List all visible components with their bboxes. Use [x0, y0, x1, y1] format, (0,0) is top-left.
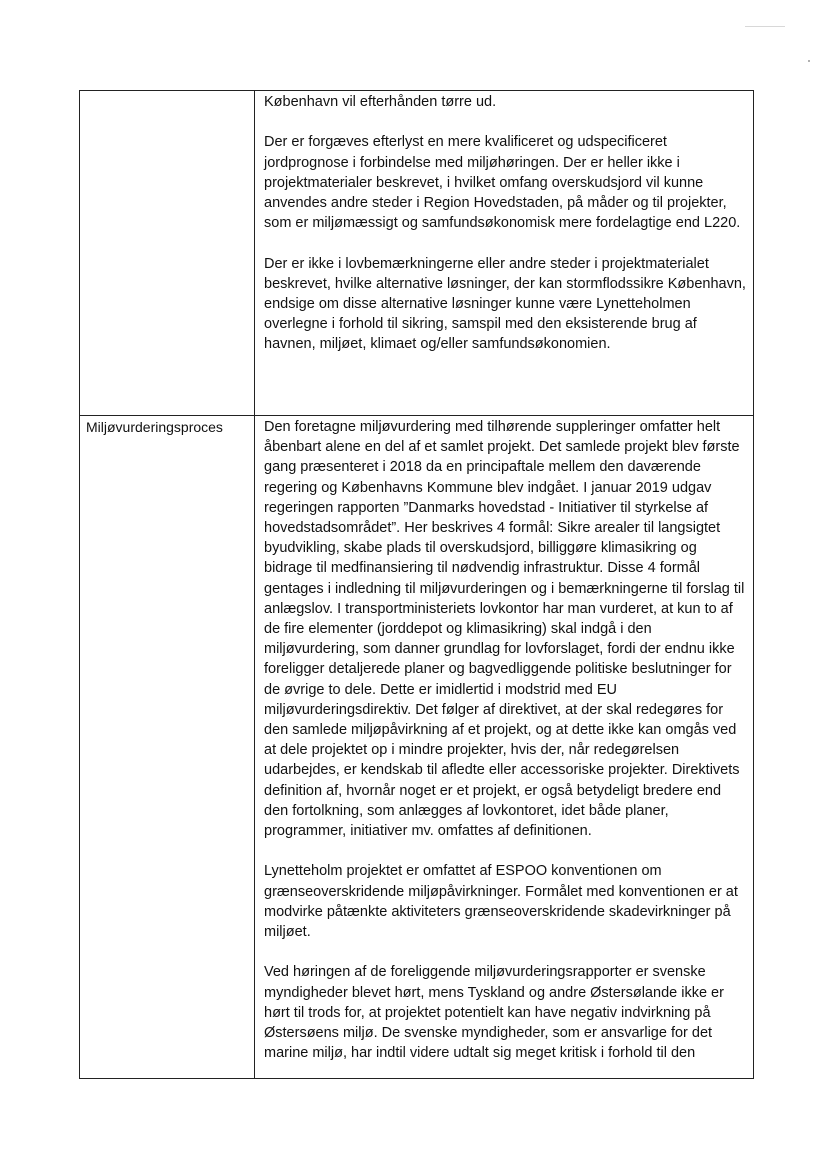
paragraph: Lynetteholm projektet er omfattet af ESPOO konventionen om grænseoverskridende miljøpåvirkninger. Formålet med konventionen er at modvirke påtænkte aktiviteters grænseoverskridende skadevirkninger på miljøet. [264, 863, 738, 941]
table-row [80, 91, 754, 416]
row-label-cell [80, 416, 255, 1079]
paragraph: Ved høringen af de foreliggende miljøvurderingsrapporter er svenske myndigheder blevet hørt, mens Tyskland og andre Østersølande ikke er hørt til trods for, at projektet potentielt kan have negativ indvirkning på Østersøens miljø. De svenske myndigheder, som er ansvarlige for det marine miljø, har indtil videre udtalt sig meget kritisk i forhold til den [264, 964, 724, 1062]
row-label-cell [80, 91, 255, 416]
scan-artifact-line [745, 26, 785, 27]
paragraph: København vil efterhånden tørre ud. [264, 94, 497, 110]
paragraph: Der er ikke i lovbemærkningerne eller andre steder i projektmaterialet beskrevet, hvilke alternative løsninger, der kan stormflodssikre København, endsige om disse alternative løsninger kunne være Lynetteholmen overlegne i forhold til sikring, samspil med den eksisterende brug af havnen, miljøet, klimaet og/eller samfundsøkonomien. [264, 255, 746, 353]
paragraph: Der er forgæves efterlyst en mere kvalificeret og udspecificeret jordprognose i forbindelse med miljøhøringen. Der er heller ikke i projektmaterialer beskrevet, i hvilket omfang overskudsjord vil kunne anvendes andre steder i Region Hovedstaden, på måder og til projekter, som er miljømæssigt og samfundsøkonomisk mere fordelagtige end L220. [264, 134, 741, 232]
row-label: Miljøvurderingsproces [86, 419, 223, 435]
row-content-cell [255, 416, 754, 1079]
table-row [80, 416, 754, 1079]
scan-artifact-dot [808, 60, 810, 62]
row-content-cell [255, 91, 754, 416]
document-table [79, 90, 754, 1079]
paragraph: Den foretagne miljøvurdering med tilhørende suppleringer omfatter helt åbenbart alene en del af et samlet projekt. Det samlede projekt blev første gang præsenteret i 2018 da en principaftale mellem den daværende regering og Københavns Kommune blev indgået. I januar 2019 udgav regeringen rapporten ”Danmarks hovedstad - Initiativer til styrkelse af hovedstadsområdet”. Her beskrives 4 formål: Sikre arealer til langsigtet byudvikling, skabe plads til overskudsjord, billiggøre klimasikring og bidrage til medfinansiering til nødvendig infrastruktur. Disse 4 formål gentages i indledning til miljøvurderingen og i bemærkningerne til forslag til anlægslov. I transportministeriets lovkontor har man vurderet, at kun to af de fire elementer (jorddepot og klimasikring) skal indgå i den miljøvurdering, som danner grundlag for lovforslaget, fordi der endnu ikke foreligger detaljerede planer og bagvedliggende politiske beslutninger for de øvrige to dele. Dette er imidlertid i modstrid med EU miljøvurderingsdirektiv. Det følger af direktivet, at der skal redegøres for den samlede miljøpåvirkning af et projekt, og at dette ikke kan omgås ved at dele projektet op i mindre projekter, hvis der, når redegørelsen udarbejdes, er kendskab til afledte eller accessoriske projekter. Direktivets definition af, hvornår noget er et projekt, er også betydeligt bredere end den fortolkning, som anlægges af lovkontoret, idet både planer, programmer, initiativer mv. omfattes af definitionen. [264, 419, 745, 840]
row-label [80, 91, 254, 92]
